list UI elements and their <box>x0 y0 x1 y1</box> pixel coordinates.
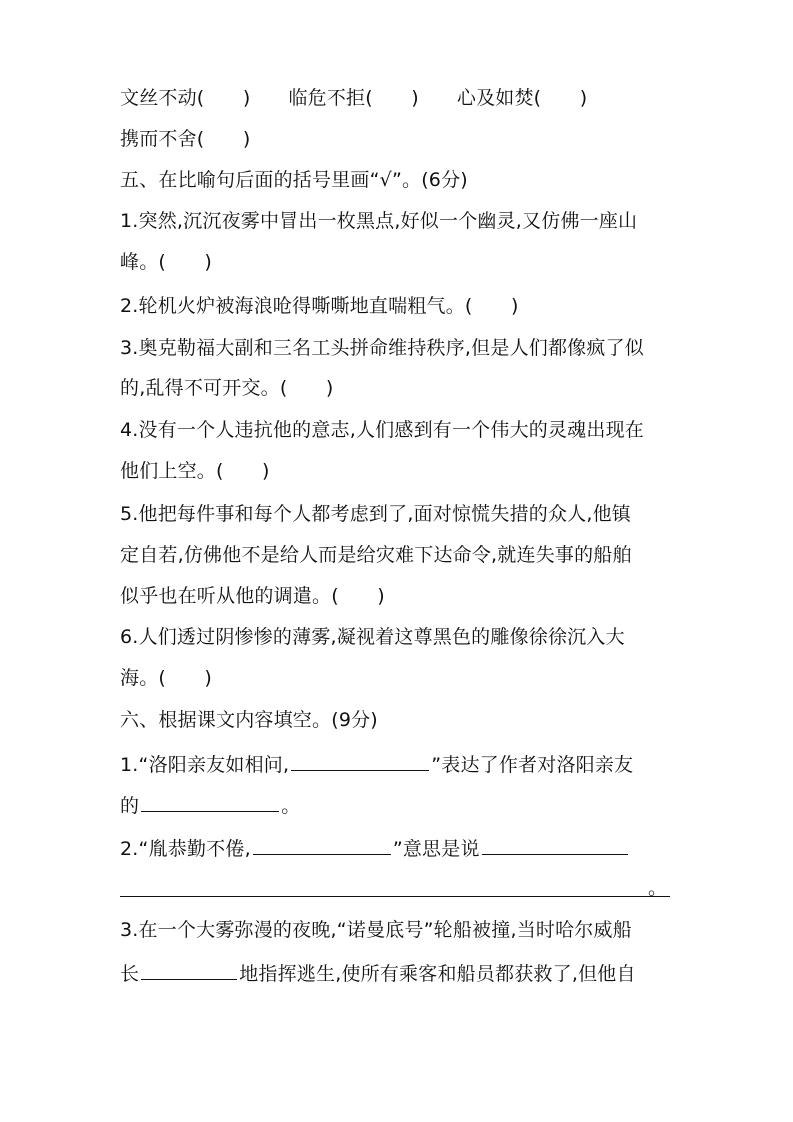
answer-blank[interactable] <box>291 750 429 771</box>
s5-question-6-line-1: 6.人们透过阴惨惨的薄雾,凝视着这尊黑色的雕像徐徐沉入大 <box>120 626 625 648</box>
section-5-title: 五、在比喻句后面的括号里画“√”。(6分) <box>120 169 468 191</box>
s6-q1b-text-after: 。 <box>281 795 301 817</box>
answer-blank[interactable] <box>482 834 628 855</box>
s6-q3b-text-before: 长 <box>120 963 140 985</box>
s6-question-3-line-1: 3.在一个大雾弥漫的夜晚,“诺曼底号”轮船被撞,当时哈尔威船 <box>120 919 632 941</box>
idiom-row-1 <box>120 86 587 110</box>
s6-q2-text-before: 2.“胤恭勤不倦, <box>120 838 251 860</box>
answer-blank-full-line[interactable] <box>120 896 670 897</box>
s5-question-3-line-1: 3.奥克勒福大副和三名工头拼命维持秩序,但是人们都像疯了似 <box>120 337 644 359</box>
idiom-item: 心及如焚( ) <box>456 87 588 109</box>
s5-question-5-line-2: 定自若,仿佛他不是给人而是给灾难下达命令,就连失事的船舶 <box>120 544 632 566</box>
s5-question-1-line-1: 1.突然,沉沉夜雾中冒出一枚黑点,好似一个幽灵,又仿佛一座山 <box>120 210 638 232</box>
s6-q1b-text-before: 的 <box>120 795 140 817</box>
s5-question-6-line-2: 海。( ) <box>120 667 213 689</box>
s5-question-5-line-3: 似乎也在听从他的调遣。( ) <box>120 585 385 607</box>
s6-q2-text-after: ”意思是说 <box>392 838 480 860</box>
s6-question-1-line-1 <box>120 750 633 777</box>
s6-q3b-text-after: 地指挥逃生,使所有乘客和船员都获救了,但他自 <box>239 963 636 985</box>
s5-question-2: 2.轮机火炉被海浪呛得嘶嘶地直喘粗气。( ) <box>120 295 519 317</box>
answer-blank[interactable] <box>253 834 391 855</box>
s6-question-2-line-1 <box>120 834 630 861</box>
s5-question-4-line-1: 4.没有一个人违抗他的意志,人们感到有一个伟大的灵魂出现在 <box>120 419 644 441</box>
s5-question-4-line-2: 他们上空。( ) <box>120 460 270 482</box>
s5-question-3-line-2: 的,乱得不可开交。( ) <box>120 377 334 399</box>
idiom-item: 临危不拒( ) <box>288 87 419 109</box>
s6-question-3-line-2 <box>120 959 636 986</box>
section-6-title: 六、根据课文内容填空。(9分) <box>120 709 378 731</box>
answer-blank[interactable] <box>141 959 237 980</box>
idiom-row-2: 携而不舍( ) <box>120 128 251 150</box>
s5-question-1-line-2: 峰。( ) <box>120 251 213 273</box>
s6-q1-text-before: 1.“洛阳亲友如相问, <box>120 754 290 776</box>
s6-question-1-line-2 <box>120 791 300 818</box>
answer-blank[interactable] <box>141 791 279 812</box>
idiom-item: 文丝不动( ) <box>120 87 251 109</box>
s6-q2-end-mark: 。 <box>648 877 668 899</box>
s5-question-5-line-1: 5.他把每件事和每个人都考虑到了,面对惊慌失措的众人,他镇 <box>120 503 632 525</box>
s6-q1-text-after: ”表达了作者对洛阳亲友 <box>431 754 634 776</box>
